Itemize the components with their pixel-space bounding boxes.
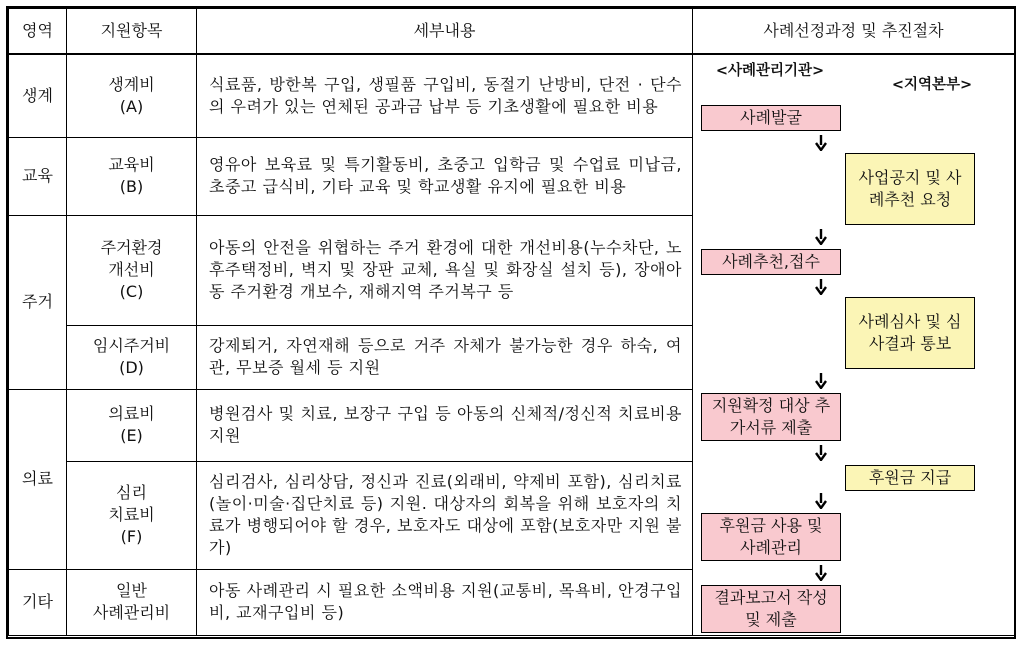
step-case-discovery: 사례발굴 (701, 105, 841, 131)
item-living-name: 생계비 (108, 74, 155, 94)
arrow-down-icon (815, 229, 827, 245)
item-psych (67, 461, 197, 569)
step-fund-payment: 후원금 지급 (845, 465, 975, 491)
arrow-down-icon (815, 493, 827, 509)
detail-housing-temp: 강제퇴거, 자연재해 등으로 거주 자체가 불가능한 경우 하숙, 여관, 무보증 월세 등 지원 (197, 325, 693, 389)
header-item: 지원항목 (67, 9, 197, 55)
item-housing-env-code: (C) (119, 282, 144, 301)
support-table (8, 8, 1015, 636)
item-housing-env-name2: 개선비 (108, 260, 155, 279)
item-education-name: 교육비 (108, 155, 155, 174)
header-process: 사례선정과정 및 추진절차 (693, 9, 1015, 55)
step-submit-documents: 지원확정 대상 추가서류 제출 (701, 393, 841, 441)
detail-housing-env: 아동의 안전을 위협하는 주거 환경에 대한 개선비용(누수차단, 노후주택정비, 벽지 및 장판 교체, 욕실 및 화장실 설치 등), 장애아동 주거환경 개보수, 재해지역 주거복구 등 (197, 215, 693, 325)
detail-education: 영유아 보육료 및 특기활동비, 초중고 입학금 및 수업료 미납금, 초중고 급식비, 기타 교육 및 학교생활 유지에 필요한 비용 (197, 137, 693, 215)
process-label-hq: <지역본부> (891, 77, 973, 93)
step-report-submission: 결과보고서 작성 및 제출 (701, 585, 841, 633)
item-housing-temp-name: 임시주거비 (92, 336, 171, 355)
item-living-code: (A) (119, 96, 144, 116)
arrow-down-icon (815, 565, 827, 581)
item-housing-env-name1: 주거환경 (100, 238, 163, 257)
item-housing-temp-code: (D) (119, 358, 144, 377)
item-living (67, 54, 197, 137)
detail-other: 아동 사례관리 시 필요한 소액비용 지원(교통비, 목욕비, 안경구입비, 교재구입비 등) (197, 569, 693, 635)
header-detail: 세부내용 (197, 9, 693, 55)
area-education: 교육 (9, 137, 67, 215)
arrow-down-icon (815, 445, 827, 461)
step-notice-request: 사업공지 및 사례추천 요청 (845, 153, 975, 225)
item-education (67, 137, 197, 215)
process-label-agency: <사례관리기관> (715, 63, 825, 79)
detail-medical: 병원검사 및 치료, 보장구 구입 등 아동의 신체적/정신적 치료비용 지원 (197, 389, 693, 461)
item-other-name2: 사례관리비 (92, 603, 171, 622)
step-recommend-receive: 사례추천,접수 (701, 249, 841, 275)
item-psych-name2: 치료비 (108, 505, 155, 524)
detail-psych: 심리검사, 심리상담, 정신과 진료(외래비, 약제비 포함), 심리치료(놀이·미술·집단치료 등) 지원. 대상자의 회복을 위해 보호자의 치료가 병행되어야 할 경우, 보호자도 대상에 포함(보호자만 지원 불가) (197, 461, 693, 569)
arrow-down-icon (815, 279, 827, 295)
process-flow (693, 55, 1014, 635)
area-housing: 주거 (9, 215, 67, 389)
item-medical-name: 의료비 (108, 404, 155, 423)
item-education-code: (B) (119, 177, 144, 196)
process-cell (693, 54, 1015, 635)
item-medical (67, 389, 197, 461)
item-housing-env (67, 215, 197, 325)
detail-living: 식료품, 방한복 구입, 생필품 구입비, 동절기 난방비, 단전 · 단수의 우려가 있는 연체된 공과금 납부 등 기초생활에 필요한 비용 (197, 54, 693, 137)
arrow-down-icon (815, 135, 827, 151)
item-other (67, 569, 197, 635)
area-medical: 의료 (9, 389, 67, 569)
item-psych-code: (F) (120, 527, 143, 546)
header-area: 영역 (9, 9, 67, 55)
item-medical-code: (E) (120, 426, 143, 445)
item-other-name1: 일반 (116, 581, 147, 600)
step-review-notify: 사례심사 및 심사결과 통보 (845, 297, 975, 369)
item-housing-temp (67, 325, 197, 389)
step-fund-use-management: 후원금 사용 및 사례관리 (701, 513, 841, 561)
item-psych-name1: 심리 (116, 483, 147, 502)
arrow-down-icon (815, 373, 827, 389)
area-living: 생계 (9, 54, 67, 137)
area-other: 기타 (9, 569, 67, 635)
